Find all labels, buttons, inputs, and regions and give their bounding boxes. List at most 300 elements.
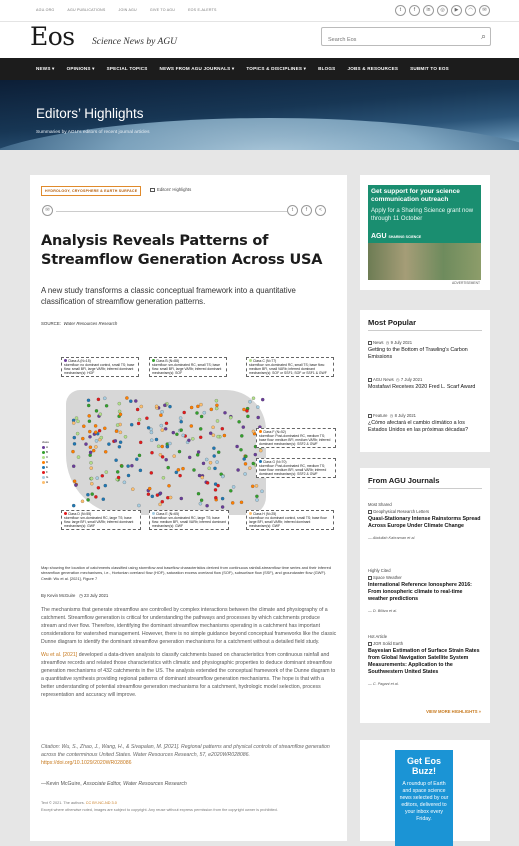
class-legend-box [256,458,336,478]
site-header [0,22,519,58]
catchment-point [118,402,121,405]
paragraph-2 [41,651,337,699]
facebook-icon[interactable]: f [409,5,420,16]
catchment-point [242,426,245,429]
catchment-point [213,467,216,470]
catchment-point [94,445,97,448]
catchment-point [232,485,235,488]
class-name: Class C (N=77) [253,359,277,363]
class-color-swatch [259,430,262,433]
share-icon[interactable]: < [315,205,326,216]
catchment-point [119,431,122,434]
catchment-point [73,480,76,483]
class-name: Class G (N=70) [263,460,287,464]
catchment-point [135,458,138,461]
page-title: Editors’ Highlights [36,106,144,121]
catchment-point [179,417,182,420]
catchment-point [202,462,205,465]
catchment-point [255,484,258,487]
journal-icon [368,510,372,514]
nav-special-topics[interactable]: SPECIAL TOPICS [106,66,148,71]
catchment-point [180,420,183,423]
catchment-point [88,435,91,438]
class-key-item: H [42,480,49,485]
class-legend-box [61,357,139,377]
catchment-point [161,410,164,413]
article-lead: A new study transforms a classic conceptual framework into a quantitative classification of streamflow generation patterns. [41,286,296,306]
catchment-point [161,445,164,448]
citation-text: Citation: Wu, S., Zhao, J., Wang, H., & Sivapalan, M. [2021]. Regional patterns and physical controls of streamflow generation across the conterminous United States. Water Resources Research, 57, e2020WR028086. [41,744,330,758]
catchment-point [217,435,220,438]
class-key-item: B [42,450,49,455]
catchment-point [199,436,202,439]
catchment-point [161,455,164,458]
catchment-point [182,434,185,437]
class-description: stormflow: sm-dominated RC, small TS; base flow: medium BFI, small VARb; inferred dominant mechanism(s): SOF or SSF1; SOF or SSF1 & GWF [249,363,327,375]
catchment-point [155,438,158,441]
catchment-point [124,435,127,438]
class-color-swatch [64,359,67,362]
figure-caption: Map showing the location of catchments classified using stormflow and baseflow characteristics derived from continuous rainfall-streamflow time series and their inferred streamflow generation mechanisms, i.e., Hortonian overland flow (HOF), saturation excess overland flow (SOF), subsurface flow (SSF), and groundwater flow (GWF). Credit: Wu et al. [2021], Figure 7 [41,565,331,581]
catchment-point [105,471,108,474]
social-links [395,5,490,16]
catchment-point [87,404,90,407]
catchment-point [139,469,142,472]
catchment-point [95,439,98,442]
catchment-point [156,494,159,497]
highlight-journal-name: Space Weather [373,575,402,580]
topic-tag[interactable]: HYDROLOGY, CRYOSPHERE & EARTH SURFACE [41,186,141,196]
catchment-point [159,414,162,417]
study-link[interactable]: Wu et al. [2021] [41,652,78,658]
journal-highlight[interactable] [368,568,482,613]
class-description: stormflow: Post-dominated RC, medium TS; base flow: medium BFI, medium VARb; inferred dominant mechanism(s): SSF2 & GWF [259,434,331,446]
catchment-point [200,499,203,502]
class-key-item: C [42,455,49,460]
catchment-point [105,404,108,407]
catchment-point [203,411,206,414]
catchment-point [165,422,168,425]
catchment-point [155,405,158,408]
catchment-point [136,408,139,411]
most-popular-title: Most Popular [368,318,417,327]
paragraph-2-text: developed a data-driven analysis to classify catchments based on characteristics from continuous rainfall and streamflow records and related those characteristics with climatic and physiographic properties to deduce dominant streamflow generation mechanisms of 432 catchments in the US. The analysis extended the conceptual framework of the Dunne diagram to a quantitative synthesis providing regional patterns of dominant streamflow generation mechanisms. The hope is that with a better understanding of potential streamflow generation mechanisms for a catchment, hydrologic model selection, process representation and accuracy will improve. [41,652,336,698]
nav-submit[interactable]: SUBMIT TO EOS [410,66,449,71]
utility-link-agu[interactable]: AGU.ORG [36,8,55,12]
catchment-point [89,451,92,454]
highlight-author: — D. Bilitza et al. [368,609,398,613]
twitter-icon[interactable]: t [287,205,298,216]
ad-photo [368,243,481,280]
catchment-point [216,419,219,422]
catchment-point [206,504,209,507]
catchment-point [97,486,100,489]
class-key-item: A [42,445,49,450]
catchment-point [88,420,91,423]
catchment-point [103,397,106,400]
class-color-swatch [64,512,67,515]
email-icon[interactable]: ✉ [42,205,53,216]
catchment-point [229,416,232,419]
highlight-title[interactable]: International Reference Ionosphere 2016: From ionospheric climate to real-time weather predictions [368,582,472,602]
top-utility-bar [0,0,519,22]
catchment-point [175,433,178,436]
catchment-point [116,424,119,427]
ad-brand-name: AGU [371,233,387,240]
catchment-point [71,450,74,453]
catchment-point [168,442,171,445]
catchment-point [236,445,239,448]
class-key-item: G [42,475,49,480]
catchment-point [178,450,181,453]
catchment-point [123,481,126,484]
catchment-point [217,451,220,454]
nav-news[interactable]: NEWS ▾ [36,66,55,71]
catchment-point [101,474,104,477]
nav-jobs-resources[interactable]: JOBS & RESOURCES [347,66,399,71]
popular-item[interactable] [368,340,482,361]
catchment-point [95,409,98,412]
catchment-point [214,496,217,499]
email-icon[interactable]: ✉ [479,5,490,16]
catchment-point [195,411,198,414]
catchment-point [147,426,150,429]
highlight-kind: Hot Article [368,634,388,639]
catchment-point [76,432,79,435]
catchment-point [119,441,122,444]
popular-item-title[interactable]: Mostafavi Receives 2020 Fred L. Scarf Award [368,384,476,390]
highlight-author: — Abdullah Kahraman et al. [368,536,416,540]
ad-brand [371,233,421,241]
catchment-point [147,493,150,496]
catchment-point [157,445,160,448]
class-legend-box [246,357,334,377]
catchment-point [150,431,153,434]
catchment-point [229,489,232,492]
catchment-point [127,474,130,477]
catchment-point [86,493,89,496]
highlight-author: — C. Pagani et al. [368,682,399,686]
catchment-point [261,398,264,401]
article-body [41,606,337,704]
catchment-point [212,434,215,437]
class-key-swatch [42,476,45,479]
catchment-point [192,468,195,471]
search-icon[interactable]: ⌕ [480,31,486,41]
eos-buzz-ad[interactable] [395,750,453,846]
catchment-point [221,475,224,478]
catchment-point [208,467,211,470]
catchment-point [116,470,119,473]
popular-item-title[interactable]: Getting to the Bottom of Trawling’s Carbon Emissions [368,347,468,360]
source-journal-link[interactable]: Water Resources Research [63,321,118,326]
catchment-point [130,423,133,426]
search-box [321,27,491,46]
class-legend-box [149,510,229,530]
class-name: Class B (N=88) [156,359,180,363]
class-color-swatch [152,512,155,515]
catchment-point [173,455,176,458]
catchment-point [231,501,234,504]
journal-icon [368,576,372,580]
nav-blogs[interactable]: BLOGS [318,66,336,71]
catchment-point [166,445,169,448]
catchment-point [196,453,199,456]
catchment-point [191,437,194,440]
linkedin-icon[interactable]: in [423,5,434,16]
catchment-point [118,445,121,448]
utility-link-ealerts[interactable]: EOS E-ALERTS [188,8,217,12]
catchment-point [239,448,242,451]
catchment-point [205,458,208,461]
class-color-swatch [249,512,252,515]
ad-headline: Get support for your science communication outreach [371,188,460,203]
class-key [42,440,49,485]
journal-highlight[interactable] [368,634,482,686]
catchment-point [213,454,216,457]
hero-banner [0,80,519,150]
catchment-point [245,409,248,412]
class-key-item: D [42,460,49,465]
catchment-point [104,450,107,453]
catchment-point [160,424,163,427]
journals-title: From AGU Journals [368,476,440,485]
catchment-point [215,407,218,410]
catchment-point [84,443,87,446]
popular-item[interactable] [368,413,482,434]
catchment-point [94,424,97,427]
catchment-point [260,490,263,493]
popular-item-meta: AGU News ◷ 7 July 2021 [368,377,482,382]
popular-item[interactable] [368,377,482,391]
catchment-point [82,425,85,428]
catchment-point [181,467,184,470]
catchment-point [88,430,91,433]
catchment-point [130,464,133,467]
section-label[interactable] [150,187,191,192]
catchment-point [138,454,141,457]
catchment-point [103,427,106,430]
catchment-point [161,429,164,432]
catchment-point [244,462,247,465]
catchment-point [243,457,246,460]
buzz-body: A roundup of Earth and space science news selected by our editors, delivered to your inbox every Friday. [399,781,449,822]
catchment-point [163,404,166,407]
catchment-point [72,504,75,507]
divider [368,330,482,331]
catchment-point [248,467,251,470]
byline-author[interactable]: By Kevin McGuire [41,593,76,598]
article-tools [42,205,335,217]
catchment-point [125,396,128,399]
section-icon [150,188,155,192]
catchment-point [129,400,132,403]
catchment-point [159,503,162,506]
catchment-point [217,484,220,487]
utility-link-give[interactable]: GIVE TO AGU [149,8,176,12]
highlight-journal [368,641,482,646]
class-legend-box [256,428,336,448]
catchment-point [209,461,212,464]
catchment-point [89,454,92,457]
catchment-point [91,493,94,496]
catchment-point [120,465,123,468]
view-more-highlights-link[interactable]: VIEW MORE HIGHLIGHTS » [426,709,481,714]
catchment-point [259,449,262,452]
catchment-point [159,492,162,495]
catchment-point [148,487,151,490]
catchment-point [115,430,118,433]
utility-links [36,8,217,12]
facebook-icon[interactable]: f [301,205,312,216]
catchment-point [221,505,224,508]
article-type-icon [368,341,372,345]
catchment-point [99,413,102,416]
catchment-point [196,405,199,408]
catchment-point [100,436,103,439]
copyright-note: Except where otherwise noted, images are subject to copyright. Any reuse without express permission from the copyright owner is prohibited. [41,807,278,812]
citation [41,743,337,767]
catchment-point [190,424,193,427]
class-key-title: class [42,440,49,444]
catchment-point [197,450,200,453]
catchment-point [127,465,130,468]
catchment-point [252,397,255,400]
nav-topics-disciplines[interactable]: TOPICS & DISCIPLINES ▾ [246,66,307,71]
catchment-point [201,476,204,479]
class-legend-box [149,357,227,377]
catchment-point [188,456,191,459]
catchment-point [215,399,218,402]
catchment-point [81,437,84,440]
sidebar-ad-1 [360,175,490,290]
catchment-point [74,484,77,487]
clock-icon: ◷ [78,593,83,598]
catchment-point [75,417,78,420]
journal-icon [368,642,372,646]
catchment-point [212,426,215,429]
class-key-swatch [42,451,45,454]
ad-label: ADVERTISEMENT [452,281,480,285]
catchment-point [150,439,153,442]
section-label-text: Editors' Highlights [157,187,192,192]
catchment-point [190,406,193,409]
highlight-journal-name: JGR Solid Earth [373,641,404,646]
catchment-point [223,434,226,437]
catchment-point [255,495,258,498]
catchment-point [238,420,241,423]
article-figure [41,350,336,540]
catchment-point [244,472,247,475]
main-nav [0,58,519,80]
catchment-point [151,495,154,498]
utility-link-join[interactable]: JOIN AGU [118,8,137,12]
editor-signature [41,781,187,787]
catchment-point [187,439,190,442]
catchment-point [137,504,140,507]
catchment-point [164,427,167,430]
popular-item-type: News [373,340,384,345]
copyright-text: Text © 2021. The authors. [41,801,86,805]
catchment-point [240,434,243,437]
highlight-journal [368,509,482,514]
catchment-point [134,399,137,402]
popular-item-meta: Feature ◷ 8 July 2021 [368,413,482,418]
class-key-item: F [42,470,49,475]
catchment-point [89,461,92,464]
utility-link-publications[interactable]: AGU PUBLICATIONS [67,8,106,12]
youtube-icon[interactable]: ▶ [451,5,462,16]
nav-opinions[interactable]: OPINIONS ▾ [66,66,95,71]
catchment-point [254,453,257,456]
journal-highlight[interactable] [368,502,482,540]
catchment-point [88,414,91,417]
signature-role: Associate Editor, Water Resources Research [83,781,187,787]
doi-link[interactable]: https://doi.org/10.1029/2020WR028086 [41,760,132,766]
highlight-title[interactable]: Bayesian Estimation of Surface Strain Rates from Global Navigation Satellite System Measurements: Application to the Southwestern United States [368,648,480,675]
class-key-swatch [42,446,45,449]
catchment-point [107,443,110,446]
site-tagline: Science News by AGU [92,37,178,47]
catchment-point [140,405,143,408]
class-key-swatch [42,461,45,464]
catchment-point [167,484,170,487]
highlight-journal-name: Geophysical Research Letters [373,509,430,514]
catchment-point [223,411,226,414]
ad-brand-sub: SHARING SCIENCE [388,235,422,239]
catchment-point [150,471,153,474]
catchment-point [94,495,97,498]
catchment-point [252,462,255,465]
catchment-point [248,400,251,403]
sharing-science-ad[interactable] [368,185,481,280]
catchment-point [161,500,164,503]
ad-body: Apply for a Sharing Science grant now through 11 October [371,208,474,222]
popular-item-title[interactable]: ¿Cómo afectará el cambio climático a los Estados Unidos en las próximas décadas? [368,420,469,433]
class-name: Class H (N=25) [253,512,277,516]
nav-news-from-agu-journals[interactable]: NEWS FROM AGU JOURNALS ▾ [159,66,235,71]
class-description: stormflow: sm-dominated RC, large TS; base flow: medium BFI, small VARb; inferred dominant mechanism(s): GWF [152,516,226,528]
catchment-point [72,421,75,424]
popular-item-date: 9 July 2021 [390,340,413,345]
catchment-point [169,496,172,499]
highlight-title[interactable]: Quasi-Stationary Intense Rainstorms Spread Across Europe Under Climate Change [368,516,481,529]
catchment-point [94,431,97,434]
agu-journals-widget [360,468,490,723]
search-input[interactable] [322,32,472,49]
catchment-point [216,461,219,464]
twitter-icon[interactable]: t [395,5,406,16]
catchment-point [89,446,92,449]
most-popular-widget [360,310,490,452]
catchment-point [214,488,217,491]
catchment-point [117,476,120,479]
license-link[interactable]: CC BY-NC-ND 3.0 [85,801,117,805]
catchment-point [251,485,254,488]
catchment-point [242,408,245,411]
eos-logo[interactable]: Eos [30,22,75,51]
catchment-point [131,488,134,491]
buzz-headline: Get Eos Buzz! [406,756,441,776]
class-description: stormflow: Post-dominated RC, medium TS; base flow: medium BFI, small VARb; inferred dominant mechanism(s): SSF2 & GWF [259,464,327,476]
catchment-point [77,456,80,459]
popular-item-type: Feature [373,413,388,418]
rss-icon[interactable]: ◠ [465,5,476,16]
class-description: stormflow: sm-dominated RC, small TS; base flow: small BFI, large VARb; inferred dominant mechanism(s): SOF [152,363,222,375]
catchment-point [73,442,76,445]
catchment-point [255,498,258,501]
instagram-icon[interactable]: ◎ [437,5,448,16]
